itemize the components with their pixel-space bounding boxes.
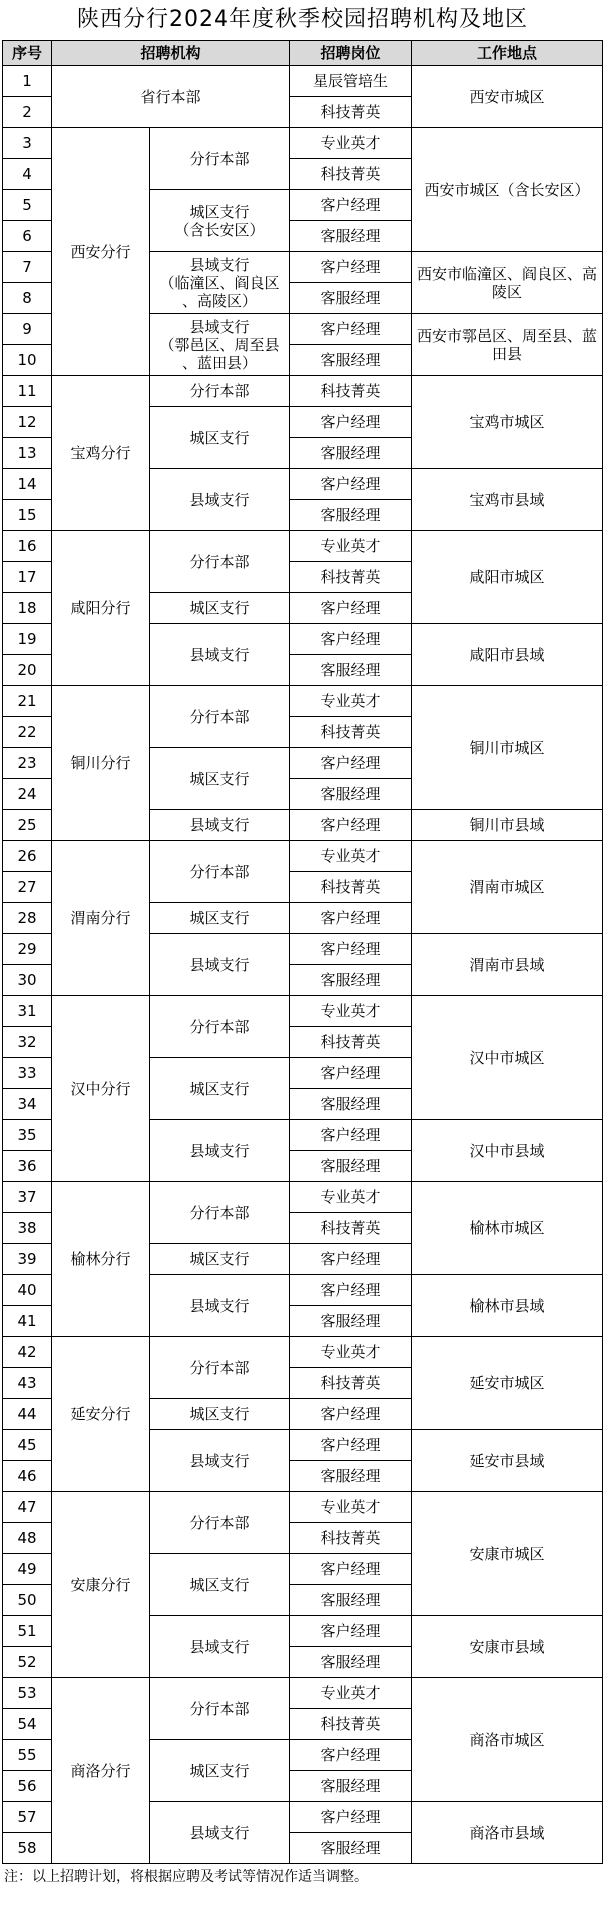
unit-cell: 县域支行 [150,1275,290,1337]
branch-cell: 铜川分行 [52,686,150,841]
location-cell: 宝鸡市城区 [412,376,603,469]
post-cell: 客户经理 [290,1120,412,1151]
unit-cell: 城区支行 [150,407,290,469]
location-cell: 安康市城区 [412,1492,603,1616]
row-number: 13 [3,438,52,469]
row-number: 55 [3,1740,52,1771]
row-number: 33 [3,1058,52,1089]
post-cell: 客服经理 [290,1833,412,1864]
post-cell: 科技菁英 [290,1523,412,1554]
row-number: 3 [3,128,52,159]
unit-cell: 分行本部 [150,1678,290,1740]
post-cell: 科技菁英 [290,872,412,903]
row-number: 27 [3,872,52,903]
unit-cell: 分行本部 [150,531,290,593]
branch-cell: 省行本部 [52,66,290,128]
row-number: 12 [3,407,52,438]
table-row [3,996,603,1027]
row-number: 29 [3,934,52,965]
row-number: 52 [3,1647,52,1678]
location-cell: 榆林市县域 [412,1275,603,1337]
unit-cell: 分行本部 [150,996,290,1058]
post-cell: 科技菁英 [290,1027,412,1058]
row-number: 34 [3,1089,52,1120]
post-cell: 客户经理 [290,1058,412,1089]
post-cell: 客服经理 [290,1306,412,1337]
row-number: 8 [3,283,52,314]
location-cell: 汉中市城区 [412,996,603,1120]
location-cell: 渭南市县域 [412,934,603,996]
table-row [3,686,603,717]
post-cell: 星辰管培生 [290,66,412,97]
row-number: 17 [3,562,52,593]
row-number: 1 [3,66,52,97]
row-number: 22 [3,717,52,748]
row-number: 20 [3,655,52,686]
branch-cell: 延安分行 [52,1337,150,1492]
unit-cell: 县域支行 （临潼区、阎良区 、高陵区） [150,252,290,314]
post-cell: 科技菁英 [290,562,412,593]
post-cell: 客户经理 [290,624,412,655]
post-cell: 客服经理 [290,438,412,469]
post-cell: 客户经理 [290,469,412,500]
row-number: 41 [3,1306,52,1337]
post-cell: 专业英才 [290,996,412,1027]
table-row [3,1337,603,1368]
row-number: 48 [3,1523,52,1554]
post-cell: 客户经理 [290,252,412,283]
branch-cell: 商洛分行 [52,1678,150,1864]
post-cell: 客户经理 [290,1616,412,1647]
row-number: 49 [3,1554,52,1585]
post-cell: 专业英才 [290,531,412,562]
row-number: 31 [3,996,52,1027]
post-cell: 客服经理 [290,1151,412,1182]
post-cell: 专业英才 [290,1337,412,1368]
row-number: 50 [3,1585,52,1616]
row-number: 23 [3,748,52,779]
unit-cell: 县域支行 （鄠邑区、周至县 、蓝田县） [150,314,290,376]
post-cell: 科技菁英 [290,1213,412,1244]
header-location: 工作地点 [412,41,603,66]
location-cell: 咸阳市县域 [412,624,603,686]
post-cell: 科技菁英 [290,97,412,128]
branch-cell: 榆林分行 [52,1182,150,1337]
row-number: 39 [3,1244,52,1275]
row-number: 24 [3,779,52,810]
unit-cell: 县域支行 [150,934,290,996]
post-cell: 客服经理 [290,965,412,996]
row-number: 25 [3,810,52,841]
unit-cell: 城区支行 [150,1399,290,1430]
post-cell: 科技菁英 [290,376,412,407]
table-row [3,128,603,159]
post-cell: 客户经理 [290,934,412,965]
post-cell: 科技菁英 [290,717,412,748]
row-number: 35 [3,1120,52,1151]
row-number: 9 [3,314,52,345]
unit-cell: 县域支行 [150,810,290,841]
location-cell: 延安市县域 [412,1430,603,1492]
location-cell: 商洛市城区 [412,1678,603,1802]
row-number: 51 [3,1616,52,1647]
table-row [3,66,603,97]
recruitment-table [2,40,603,1864]
unit-cell: 县域支行 [150,624,290,686]
table-row [3,841,603,872]
unit-cell: 分行本部 [150,1492,290,1554]
post-cell: 客户经理 [290,903,412,934]
row-number: 44 [3,1399,52,1430]
unit-cell: 分行本部 [150,128,290,190]
unit-cell: 分行本部 [150,1337,290,1399]
location-cell: 渭南市城区 [412,841,603,934]
location-cell: 铜川市县域 [412,810,603,841]
row-number: 46 [3,1461,52,1492]
post-cell: 客服经理 [290,283,412,314]
post-cell: 专业英才 [290,841,412,872]
post-cell: 客户经理 [290,748,412,779]
post-cell: 客服经理 [290,1771,412,1802]
row-number: 2 [3,97,52,128]
post-cell: 科技菁英 [290,159,412,190]
post-cell: 专业英才 [290,1182,412,1213]
post-cell: 专业英才 [290,128,412,159]
row-number: 11 [3,376,52,407]
header-row [3,41,603,66]
row-number: 43 [3,1368,52,1399]
row-number: 16 [3,531,52,562]
row-number: 28 [3,903,52,934]
post-cell: 客户经理 [290,190,412,221]
unit-cell: 城区支行 [150,903,290,934]
table-row [3,1678,603,1709]
unit-cell: 县域支行 [150,469,290,531]
row-number: 4 [3,159,52,190]
post-cell: 客户经理 [290,1244,412,1275]
unit-cell: 城区支行 [150,1554,290,1616]
row-number: 21 [3,686,52,717]
branch-cell: 汉中分行 [52,996,150,1182]
unit-cell: 县域支行 [150,1802,290,1864]
location-cell: 西安市临潼区、阎良区、高陵区 [412,252,603,314]
location-cell: 安康市县域 [412,1616,603,1678]
row-number: 6 [3,221,52,252]
row-number: 32 [3,1027,52,1058]
post-cell: 客户经理 [290,1399,412,1430]
row-number: 10 [3,345,52,376]
location-cell: 西安市城区 [412,66,603,128]
post-cell: 客户经理 [290,1554,412,1585]
table-row [3,1182,603,1213]
row-number: 40 [3,1275,52,1306]
location-cell: 榆林市城区 [412,1182,603,1275]
row-number: 57 [3,1802,52,1833]
row-number: 53 [3,1678,52,1709]
header-post: 招聘岗位 [290,41,412,66]
post-cell: 客户经理 [290,314,412,345]
post-cell: 客户经理 [290,1430,412,1461]
post-cell: 科技菁英 [290,1368,412,1399]
post-cell: 客户经理 [290,1802,412,1833]
header-no: 序号 [3,41,52,66]
post-cell: 科技菁英 [290,1709,412,1740]
unit-cell: 城区支行 [150,748,290,810]
location-cell: 汉中市县域 [412,1120,603,1182]
location-cell: 延安市城区 [412,1337,603,1430]
unit-cell: 城区支行 （含长安区） [150,190,290,252]
post-cell: 客服经理 [290,500,412,531]
row-number: 26 [3,841,52,872]
post-cell: 客服经理 [290,345,412,376]
row-number: 5 [3,190,52,221]
post-cell: 客服经理 [290,1647,412,1678]
row-number: 42 [3,1337,52,1368]
post-cell: 客服经理 [290,221,412,252]
post-cell: 客户经理 [290,1740,412,1771]
post-cell: 客户经理 [290,1275,412,1306]
unit-cell: 城区支行 [150,1244,290,1275]
row-number: 14 [3,469,52,500]
unit-cell: 县域支行 [150,1430,290,1492]
row-number: 45 [3,1430,52,1461]
branch-cell: 安康分行 [52,1492,150,1678]
footnote: 注：以上招聘计划，将根据应聘及考试等情况作适当调整。 [4,1869,368,1885]
branch-cell: 咸阳分行 [52,531,150,686]
unit-cell: 分行本部 [150,686,290,748]
post-cell: 客户经理 [290,407,412,438]
header-org: 招聘机构 [52,41,290,66]
post-cell: 专业英才 [290,686,412,717]
table-row [3,531,603,562]
location-cell: 咸阳市城区 [412,531,603,624]
row-number: 15 [3,500,52,531]
row-number: 56 [3,1771,52,1802]
unit-cell: 县域支行 [150,1616,290,1678]
unit-cell: 分行本部 [150,841,290,903]
row-number: 19 [3,624,52,655]
unit-cell: 城区支行 [150,593,290,624]
row-number: 30 [3,965,52,996]
post-cell: 客户经理 [290,593,412,624]
row-number: 37 [3,1182,52,1213]
unit-cell: 城区支行 [150,1058,290,1120]
row-number: 38 [3,1213,52,1244]
post-cell: 客服经理 [290,1461,412,1492]
location-cell: 商洛市县域 [412,1802,603,1864]
post-cell: 客服经理 [290,1089,412,1120]
location-cell: 铜川市城区 [412,686,603,810]
post-cell: 专业英才 [290,1492,412,1523]
branch-cell: 渭南分行 [52,841,150,996]
row-number: 7 [3,252,52,283]
unit-cell: 分行本部 [150,376,290,407]
row-number: 36 [3,1151,52,1182]
post-cell: 客服经理 [290,779,412,810]
unit-cell: 城区支行 [150,1740,290,1802]
unit-cell: 县域支行 [150,1120,290,1182]
unit-cell: 分行本部 [150,1182,290,1244]
branch-cell: 西安分行 [52,128,150,376]
page-title: 陕西分行2024年度秋季校园招聘机构及地区 [77,7,528,32]
post-cell: 客服经理 [290,1585,412,1616]
post-cell: 专业英才 [290,1678,412,1709]
location-cell: 宝鸡市县域 [412,469,603,531]
row-number: 54 [3,1709,52,1740]
table-row [3,376,603,407]
location-cell: 西安市城区（含长安区） [412,128,603,252]
table-row [3,1492,603,1523]
post-cell: 客户经理 [290,810,412,841]
row-number: 18 [3,593,52,624]
location-cell: 西安市鄠邑区、周至县、蓝田县 [412,314,603,376]
row-number: 47 [3,1492,52,1523]
branch-cell: 宝鸡分行 [52,376,150,531]
row-number: 58 [3,1833,52,1864]
post-cell: 客服经理 [290,655,412,686]
